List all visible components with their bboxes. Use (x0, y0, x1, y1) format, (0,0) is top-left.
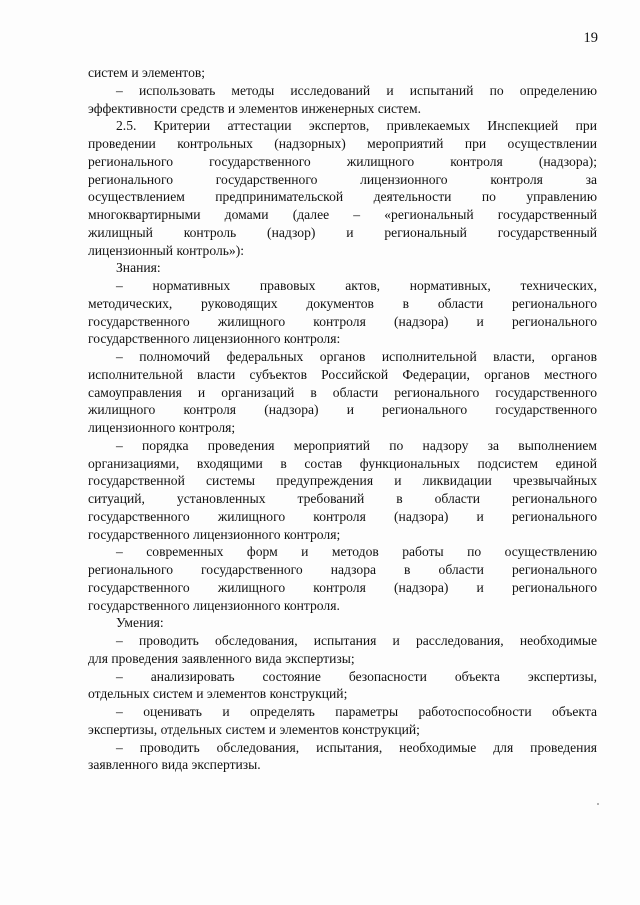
text-line: исполнительной власти субъектов Российской Федерации, органов местного (88, 366, 597, 382)
text-line: жилищный контроль (надзор) и региональный государственный (88, 224, 597, 240)
text-line: самоуправления и организаций в области регионального государственного (88, 384, 597, 400)
text-line: регионального государственного надзора в области регионального (88, 562, 597, 577)
text-line: государственного жилищного контроля (надзора) и регионального (88, 508, 597, 524)
text-line: многоквартирными домами (далее – «региональный государственный (88, 207, 597, 222)
text-line: – полномочий федеральных органов исполнительной власти, органов (116, 349, 597, 364)
text-line: экспертизы, отдельных систем и элементов конструкций; (88, 721, 420, 737)
text-line: – современных форм и методов работы по осуществлению (116, 544, 597, 560)
text-line: государственного жилищного контроля (надзора) и регионального (88, 579, 597, 595)
text-line: – использовать методы исследований и испытаний по определению (116, 82, 597, 98)
text-line: осуществлением предпринимательской деятельности по управлению (88, 189, 597, 205)
text-line: государственного лицензионного контроля. (88, 597, 340, 613)
text-line: лицензионного контроля; (88, 420, 236, 435)
text-line: – анализировать состояние безопасности объекта экспертизы, (116, 668, 597, 684)
text-line: отдельных систем и элементов конструкций; (88, 686, 348, 702)
scan-speck (597, 803, 599, 805)
text-line: методических, руководящих документов в области регионального (88, 295, 597, 311)
text-line: жилищного контроля (надзора) и регионального государственного (88, 402, 597, 418)
text-line: государственного лицензионного контроля; (88, 526, 341, 542)
text-line: лицензионный контроль»): (88, 242, 245, 258)
text-line: систем и элементов; (88, 65, 206, 80)
page-number: 19 (583, 30, 598, 46)
text-line: – оценивать и определять параметры работоспособности объекта (116, 704, 597, 719)
text-line: эффективности средств и элементов инженерных систем. (88, 100, 422, 116)
text-line: организациями, входящими в состав функциональных подсистем единой (88, 455, 597, 471)
text-line: Знания: (116, 260, 161, 276)
text-line: регионального государственного лицензионного контроля за (88, 171, 597, 187)
text-line: для проведения заявленного вида экспертизы; (88, 650, 355, 666)
text-line: государственной системы предупреждения и ликвидации чрезвычайных (88, 473, 597, 489)
text-line: государственного жилищного контроля (надзора) и регионального (88, 313, 597, 329)
text-line: – проводить обследования, испытания и расследования, необходимые (116, 633, 597, 648)
text-line: ситуаций, установленных требований в области регионального (88, 491, 597, 506)
text-line: – проводить обследования, испытания, необходимые для проведения (116, 739, 597, 755)
text-line: 2.5. Критерии аттестации экспертов, привлекаемых Инспекцией при (116, 118, 597, 134)
text-line: заявленного вида экспертизы. (88, 757, 261, 773)
text-line: проведении контрольных (надзорных) мероприятий при осуществлении (88, 136, 597, 151)
text-line: государственного лицензионного контроля: (88, 331, 341, 347)
text-line: – нормативных правовых актов, нормативных, технических, (116, 278, 597, 293)
text-line: – порядка проведения мероприятий по надзору за выполнением (116, 437, 597, 453)
text-line: регионального государственного жилищного контроля (надзора); (88, 153, 597, 169)
text-line: Умения: (116, 615, 164, 631)
body-text (88, 64, 597, 774)
